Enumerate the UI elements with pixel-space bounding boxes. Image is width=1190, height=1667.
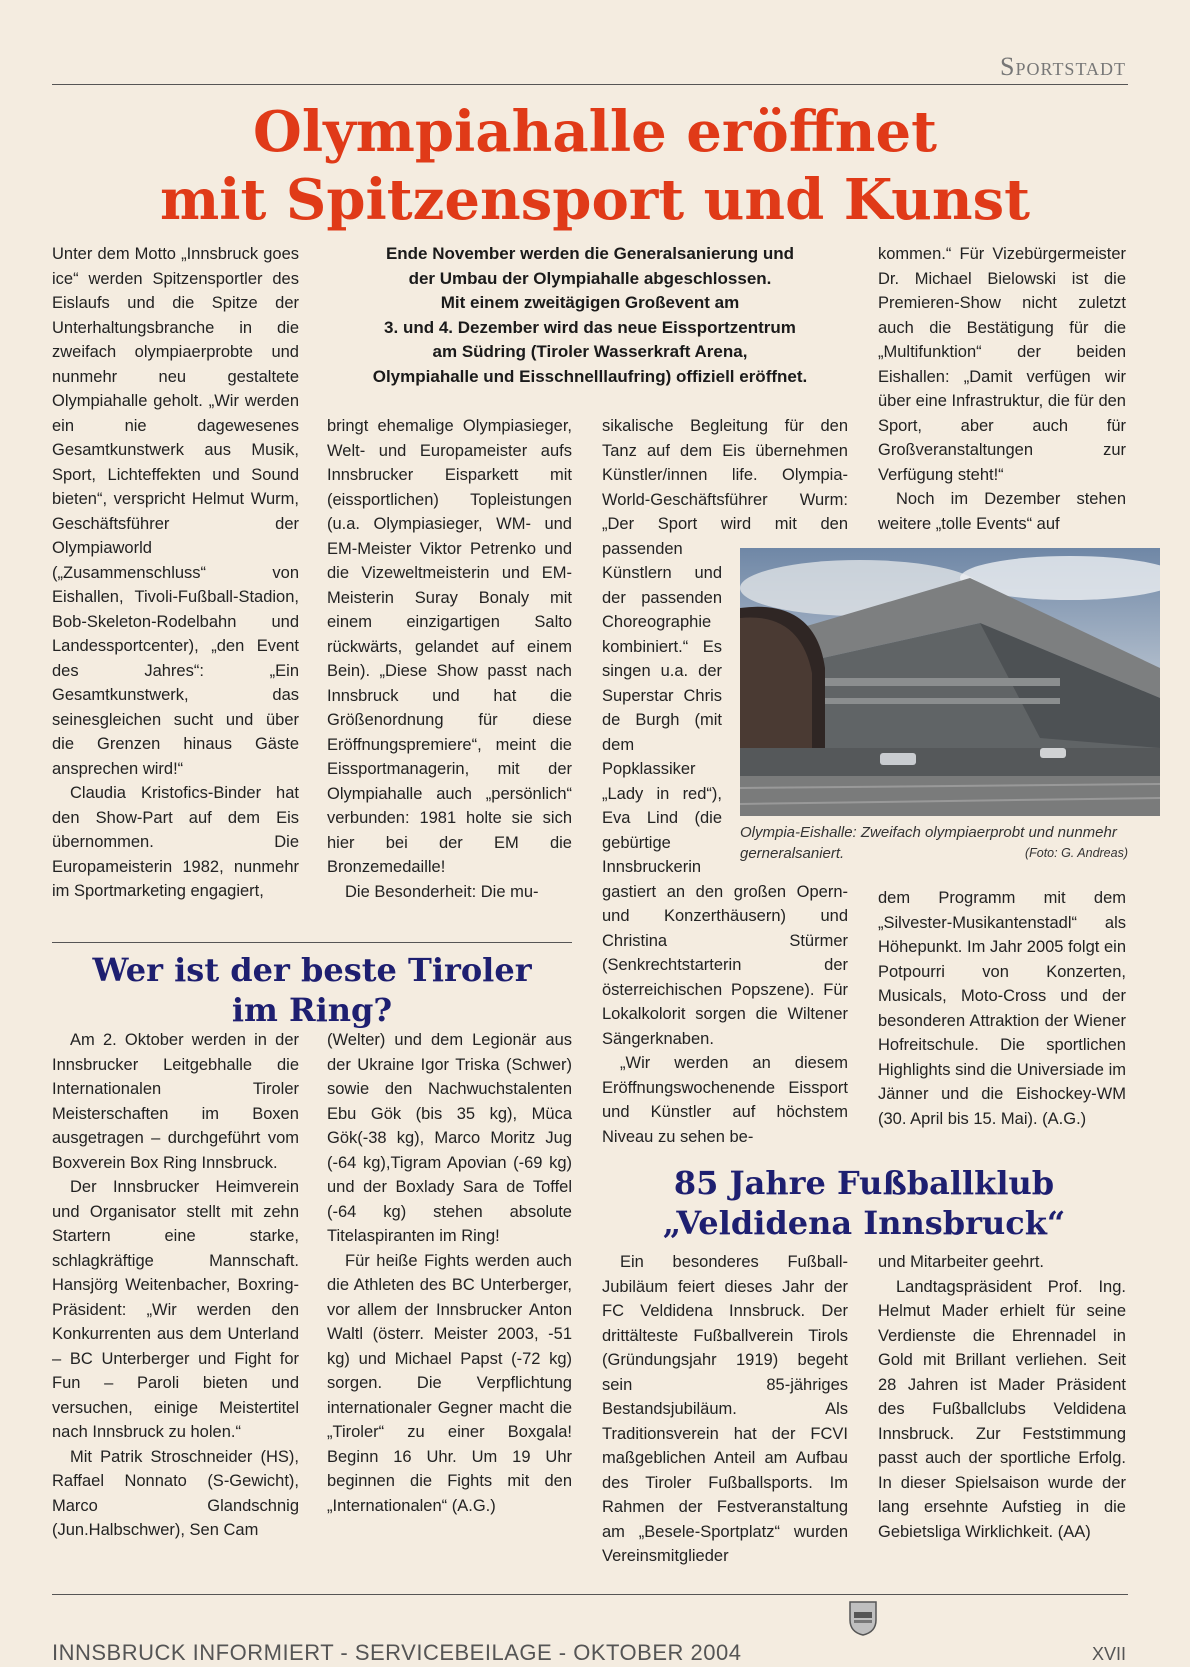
paragraph: (Welter) und dem Legionär aus der Ukraine Igor Triska (Schwer) sowie den Nachwuchstalenten Ebu Gök (bis 35 kg), Müca Gök(-38 kg), Marco Moritz Jug (-64 kg),Tigram Apovian (-69 kg) und der Boxlady Sara de Toffel (-64 kg) stehen absolute Titelaspiranten im Ring! [327,1031,572,1245]
article1-title [40,98,1150,234]
paragraph: „Wir werden an diesem Eröffnungswochenende Eissport und Künstler auf höchstem Niveau zu sehen be- [602,1054,848,1146]
photo-caption [740,822,1128,864]
paragraph: Mit Patrik Stroschneider (HS), Raffael Nonnato (S-Gewicht), Marco Glandschnig (Jun.Halbschwer), Sen Cam [52,1447,299,1539]
article1-title-line2: mit Spitzensport und Kunst [159,167,1031,233]
article2-title-line2: im Ring? [231,991,393,1029]
paragraph: Unter dem Motto „Innsbruck goes ice“ werden Spitzensportler des Eislaufs und die Spitze der Unterhaltungsbranche in die zweifach olympiaerprobte und nunmehr neu gestaltete Olympiahalle geholt. „Wir werden ein nie dagewesenes Gesamtkunstwerk aus Musik, Sport, Lichteffekten und Sound bieten“, verspricht Helmut Wurm, Geschäftsführer der Olympiaworld („Zusammenschluss“ von Eishallen, Tivoli-Fußball-Stadion, Bob-Skeleton-Rodelbahn und Landessportcenter), „den Event des Jahres“: „Ein Gesamtkunstwerk, das seinesgleichen sucht und über die Grenzen hinaus Gäste ansprechen wird!“ [52,245,299,778]
footer-rule [52,1594,1128,1595]
article2-title [52,950,572,1030]
paragraph: Am 2. Oktober werden in der Innsbrucker Leitgebhalle die Internationalen Tiroler Meisterschaften im Boxen ausgetragen – durchgeführt vom Boxverein Box Ring Innsbruck. [52,1031,299,1172]
paragraph: Ein besonderes Fußball-Jubiläum feiert dieses Jahr der FC Veldidena Innsbruck. Der drittälteste Fußballverein Tirols (Gründungsjahr 1919) begeht sein 85-jähriges Bestandsjubiläum. Als Traditionsverein hat der FCVI maßgeblichen Anteil am Aufbau des Tiroler Fußballsports. Im Rahmen der Festveranstaltung am „Besele-Sportplatz“ wurden Vereinsmitglieder [602,1253,848,1565]
article1-title-line1: Olympiahalle eröffnet [253,99,937,165]
article1-column-4 [878,242,1126,536]
article3-title-line2: „Veldidena Innsbruck“ [662,1204,1066,1242]
article1-column-2 [327,414,572,904]
lead-line: am Südring (Tiroler Wasserkraft Arena, [432,342,748,361]
lead-line: Ende November werden die Generalsanierung und [385,244,795,263]
publication-footer: INNSBRUCK INFORMIERT - SERVICEBEILAGE - OKTOBER 2004 [52,1640,742,1665]
article2-rule [52,942,572,943]
paragraph: bringt ehemalige Olympiasieger, Welt- und Europameister aufs Innsbrucker Eisparkett mit (eissportlichen) Topleistungen (u.a. Olympiasieger, WM- und EM-Meister Viktor Petrenko und die Vizeweltmeisterin und EM-Meisterin Suray Bonaly mit einem einzigartigen Salto rückwärts, gelandet auf einem Bein). „Diese Show passt nach Innsbruck und hat die Größenordnung für diese Eröffnungspremiere“, meint die Eissportmanagerin, mit der Olympiahalle auch „persönlich“ verbunden: 1981 holte sie sich hier bei der EM die Bronzemedaille! [327,417,572,876]
paragraph: Die Besonderheit: Die mu- [345,882,539,901]
city-crest-icon [848,1600,878,1636]
paragraph: Der Innsbrucker Heimverein und Organisator stellt mit zehn Startern eine starke, schlagkräftige Mannschaft. Hansjörg Weitenbacher, Boxring-Präsident: „Wir werden den Konkurrenten aus dem Unterland – BC Unterberger und Fight for Fun – Paroli bieten und versuchen, einige Meistertitel nach Innsbruck zu holen.“ [52,1178,299,1441]
article3-column-1 [602,1250,848,1569]
lead-line: der Umbau der Olympiahalle abgeschlossen. [408,268,772,288]
photo-caption-text: Olympia-Eishalle: Zweifach olympiaerprobt und nunmehr gerneralsaniert. [740,824,1117,862]
article1-column-1 [52,242,299,904]
lead-line: Mit einem zweitägigen Großevent am [440,293,740,312]
section-label: Sportstadt [1000,52,1126,81]
article2-title-line1: Wer ist der beste Tiroler [92,951,532,989]
paragraph: Claudia Kristofics-Binder hat den Show-Part auf dem Eis übernommen. Die Europameisterin 1982, nunmehr im Sportmarketing engagiert, [52,784,299,900]
header-rule [52,84,1128,85]
paragraph: sikalische Begleitung für den Tanz auf dem Eis übernehmen Künstler/innen life. Olympia-World-Geschäftsführer Wurm: „Der Sport wird mit den passenden Künstlern und der passenden Choreographie kombiniert.“ Es singen u.a. der Superstar Chris de Burgh (mit dem Popklassiker „Lady in red“), Eva Lind (die gebürtige Innsbruckerin gastiert an den großen Opern- und Konzerthäusern) und Christina Stürmer (Senkrechtstarterin der österreichischen Popszene). Für Lokalkolorit sorgen die Wiltener Sängerknaben. [602,417,848,1048]
paragraph: und Mitarbeiter geehrt. [878,1253,1045,1271]
olympiahalle-photo [740,548,1160,816]
article1-lead [325,242,855,389]
article3-column-2 [878,1250,1126,1544]
paragraph: kommen.“ Für Vizebürgermeister Dr. Michael Bielowski ist die Premieren-Show nicht zuletzt auch die Bestätigung für die „Multifunktion“ der beiden Eishallen: „Damit verfügen wir über eine Infrastruktur, die für den Sport, aber auch für Großveranstaltungen zur Verfügung steht!“ [878,245,1126,484]
article3-title [602,1163,1126,1243]
page-number: XVII [1091,1644,1126,1664]
paragraph: Landtagspräsident Prof. Ing. Helmut Mader erhielt für seine Verdienste die Ehrennadel in Gold mit Brillant verliehen. Seit 28 Jahren ist Mader Präsident des Fußballclubs Veldidena Innsbruck. Zur Feststimmung passt auch der sportliche Erfolg. In dieser Spielsaison wurde der lang ersehnte Aufstieg in die Gebietsliga Wirklichkeit. (AA) [878,1277,1126,1541]
photo-credit: (Foto: G. Andreas) [1024,846,1128,860]
paragraph: Noch im Dezember stehen weitere „tolle Events“ auf [878,490,1126,533]
article2-column-2 [327,1028,572,1518]
article2-column-1 [52,1028,299,1543]
paragraph: dem Programm mit dem „Silvester-Musikantenstadl“ als Höhepunkt. Im Jahr 2005 folgt ein Potpourri von Konzerten, Musicals, Moto-Cross und der besonderen Attraktion der Wiener Hofreitschule. Die sportlichen Highlights sind die Universiade im Jänner und die Eishockey-WM (30. April bis 15. Mai). (A.G.) [878,889,1126,1128]
paragraph: Für heiße Fights werden auch die Athleten des BC Unterberger, vor allem der Innsbrucker Anton Waltl (österr. Meister 2003, -51 kg) und Michael Papst (-72 kg) sorgen. Die Verpflichtung internationaler Gegner macht die „Tiroler“ zu einer Boxgala! Beginn 16 Uhr. Um 19 Uhr beginnen die Fights mit den „Internationalen“ (A.G.) [327,1251,572,1515]
article1-column-4b [878,886,1126,1131]
article3-title-line1: 85 Jahre Fußballklub [673,1164,1055,1202]
lead-line: 3. und 4. Dezember wird das neue Eissportzentrum [384,317,796,337]
lead-line: Olympiahalle und Eisschnelllaufring) offiziell eröffnet. [372,366,808,386]
